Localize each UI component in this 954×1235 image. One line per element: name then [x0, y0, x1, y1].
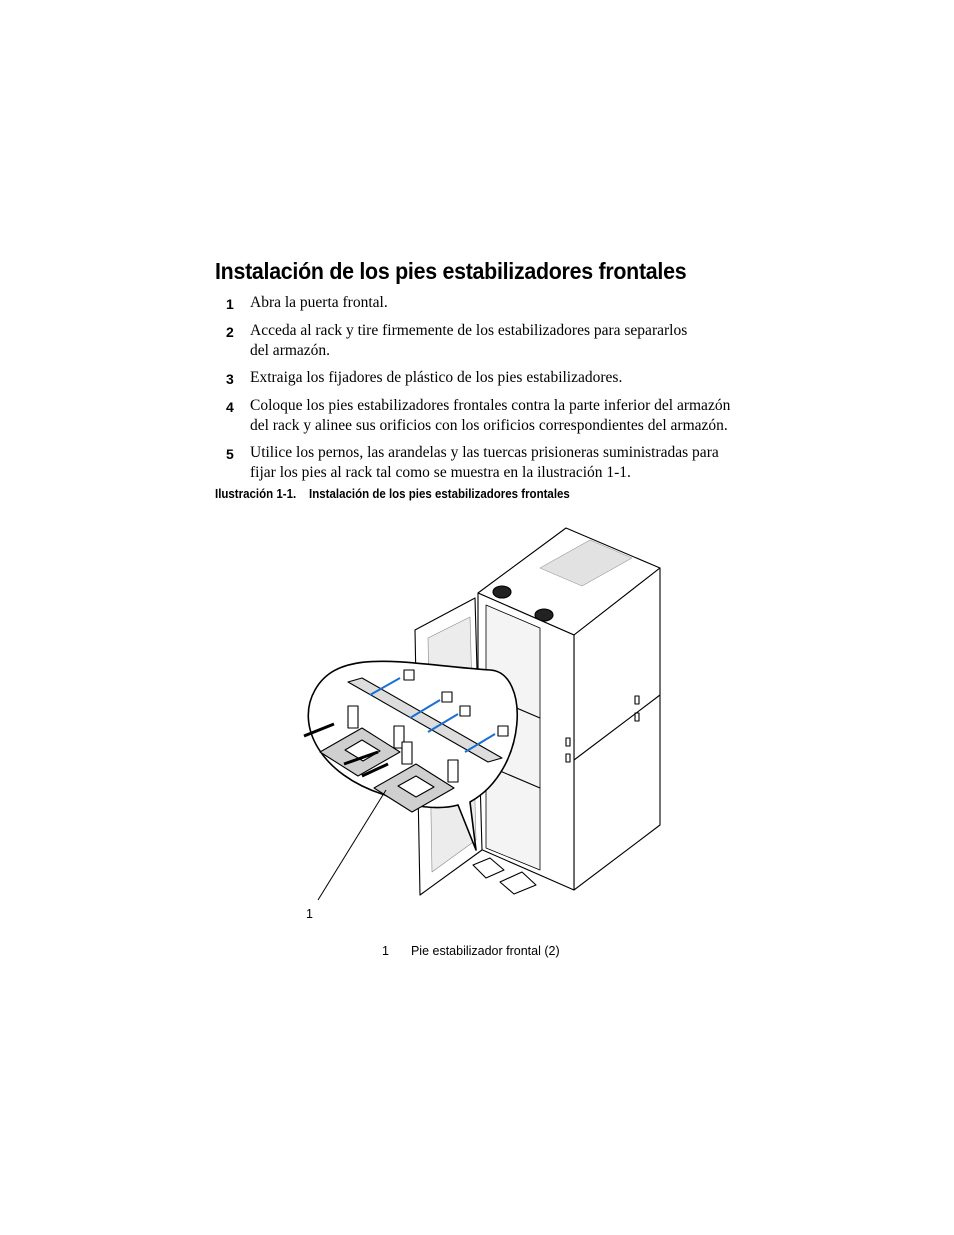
step-number: 3 — [226, 371, 234, 387]
step-number: 1 — [226, 296, 234, 312]
callout-leader — [318, 790, 386, 900]
figure-legend — [382, 944, 560, 958]
step-text: Acceda al rack y tire firmemente de los estabilizadores para separarlos del armazón. — [250, 322, 688, 359]
steps-list — [226, 293, 746, 490]
step-text: Utilice los pernos, las arandelas y las tuercas prisioneras suministradas para fijar los pies al rack tal como se muestra en la ilustración 1-1. — [250, 444, 719, 481]
step-text: Extraiga los fijadores de plástico de los pies estabilizadores. — [250, 369, 623, 386]
step-number: 4 — [226, 399, 234, 415]
figure-title: Instalación de los pies estabilizadores frontales — [309, 487, 570, 501]
step-text: Coloque los pies estabilizadores frontales contra la parte inferior del armazón del rack y alinee sus orificios con los orificios correspondientes del armazón. — [250, 397, 731, 434]
legend-number: 1 — [382, 944, 389, 958]
step-item — [226, 368, 746, 389]
step-text: Abra la puerta frontal. — [250, 294, 388, 311]
step-item — [226, 321, 746, 361]
step-item — [226, 293, 746, 314]
cable-port — [493, 586, 511, 598]
callout-number: 1 — [306, 907, 313, 921]
rack-stabilizer-illustration — [290, 520, 670, 910]
figure-caption — [215, 487, 570, 501]
figure-label: Ilustración 1-1. — [215, 487, 297, 501]
legend-text: Pie estabilizador frontal (2) — [410, 944, 560, 958]
step-number: 2 — [226, 324, 234, 340]
step-number: 5 — [226, 446, 234, 462]
page-title: Instalación de los pies estabilizadores frontales — [215, 258, 687, 284]
step-item — [226, 443, 746, 483]
step-item — [226, 396, 746, 436]
